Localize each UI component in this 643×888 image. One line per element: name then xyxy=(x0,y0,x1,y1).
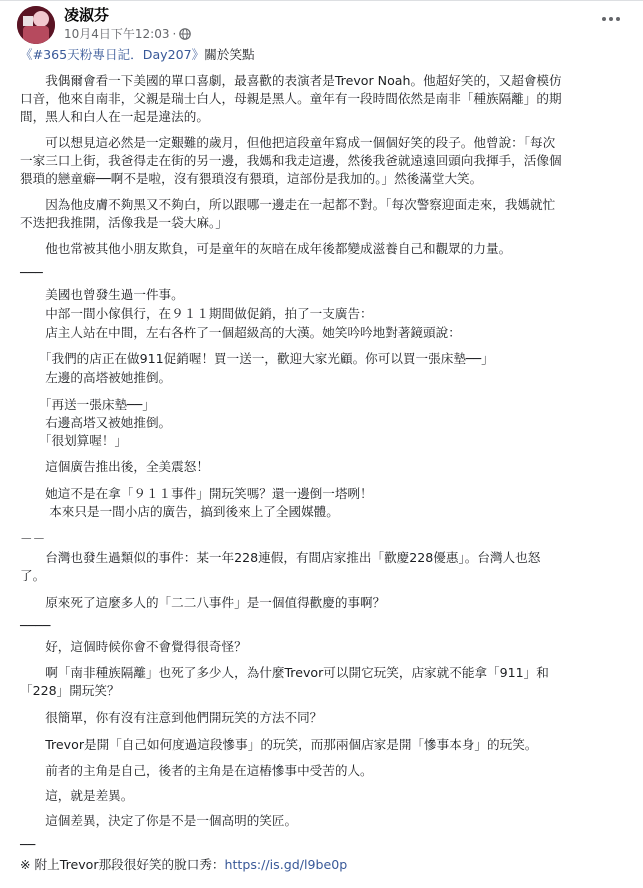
post-line: 我偶爾會看一下美國的單口喜劇，最喜歡的表演者是Trevor Noah。他超好笑的，又超會模仿 xyxy=(20,73,562,88)
post-line: 美國也曾發生過一件事。 xyxy=(20,287,184,302)
post-line: 猥瑣的戀童癖──啊不是啦，沒有猥瑣沒有猥瑣，這部份是我加的。」然後滿堂大笑。 xyxy=(20,171,483,186)
globe-icon[interactable] xyxy=(179,28,191,40)
post-line: 這，就是差異。 xyxy=(20,788,134,803)
post-line: 本來只是一間小店的廣告，搞到後來上了全國媒體。 xyxy=(20,504,339,519)
section-divider: －－ xyxy=(20,531,46,546)
post-line: 店主人站在中間，左右各杵了一個超級高的大漢。她笑吟吟地對著鏡頭說： xyxy=(20,325,461,340)
section-divider: ── xyxy=(20,837,36,852)
author-name[interactable]: 凌淑芬 xyxy=(64,6,110,24)
post-line: 中部一間小傢俱行，在９１１期間做促銷，拍了一支廣告： xyxy=(20,306,373,321)
post-line: 很簡單，你有沒有注意到他們開玩笑的方法不同？ xyxy=(20,710,323,725)
post-line: 這個廣告推出後，全美震怒！ xyxy=(20,459,209,474)
post-line: 左邊的高塔被她推倒。 xyxy=(20,370,172,385)
post-line: 可以想見這必然是一定艱難的歲月，但他把這段童年寫成一個個好笑的段子。他曾說：「每次 xyxy=(20,135,556,150)
section-divider: ──── xyxy=(20,618,51,633)
post-line: 台灣也發生過類似的事件：某一年228連假，有間店家推出「歡慶228優惠」。台灣人也怒 xyxy=(20,550,541,565)
meta-separator: · xyxy=(172,26,177,41)
post-line: 前者的主角是自己，後者的主角是在這樁慘事中受苦的人。 xyxy=(20,763,373,778)
post-meta xyxy=(64,25,191,42)
hashtag-link[interactable]: 《#365天粉專日記．Day207》 xyxy=(20,47,205,62)
post-line: 「很划算喔！」 xyxy=(20,433,128,448)
post-line: 「228」開玩笑？ xyxy=(20,683,120,698)
post-footer xyxy=(20,857,628,873)
post-line: 她這不是在拿「９１１事件」開玩笑嗎？還一邊倒一塔咧！ xyxy=(20,486,373,501)
footer-prefix: ※ 附上Trevor那段很好笑的脫口秀： xyxy=(20,857,225,872)
post-line: 口音，他來自南非，父親是瑞士白人，母親是黑人。童年有一段時間依然是南非「種族隔離」的期 xyxy=(20,91,562,106)
author-avatar[interactable] xyxy=(17,6,55,44)
post-line: 原來死了這麼多人的「二二八事件」是一個值得歡慶的事啊？ xyxy=(20,595,386,610)
post-line: 「我們的店正在做911促銷喔！買一送一，歡迎大家光顧。你可以買一張床墊──」 xyxy=(20,351,494,366)
post-line: Trevor是開「自己如何度過這段慘事」的玩笑，而那兩個店家是開「慘事本身」的玩笑。 xyxy=(20,737,538,752)
post-line: 間，黑人和白人在一起是違法的。 xyxy=(20,109,209,124)
section-divider: ─── xyxy=(20,265,43,280)
avatar-image xyxy=(17,6,55,44)
post-line: 好，這個時候你會不會覺得很奇怪？ xyxy=(20,639,247,654)
post-line: 這個差異，決定了你是不是一個高明的笑匠。 xyxy=(20,813,298,828)
post-line: 右邊高塔又被她推倒。 xyxy=(20,415,172,430)
more-horizontal-icon xyxy=(602,17,606,21)
post-timestamp[interactable]: 10月4日下午12:03 xyxy=(64,27,170,41)
post-hashtag-line xyxy=(20,47,628,63)
post-line: 啊「南非種族隔離」也死了多少人，為什麼Trevor可以開它玩笑，店家就不能拿「911」和 xyxy=(20,665,549,680)
post-line: 了。 xyxy=(20,568,46,583)
video-link[interactable]: https://is.gd/l9be0p xyxy=(224,857,348,872)
post-line: 「再送一張床墊──」 xyxy=(20,397,155,412)
post-line: 一家三口上街，我爸得走在街的另一邊，我媽和我走這邊，然後我爸就遠遠回頭向我揮手，活像個 xyxy=(20,153,562,168)
post-line: 不迭把我推開，活像我是一袋大麻。」 xyxy=(20,215,228,230)
post-header xyxy=(0,1,643,43)
post-line: 因為他皮膚不夠黑又不夠白，所以跟哪一邊走在一起都不對。「每次警察迎面走來，我媽就忙 xyxy=(20,197,556,212)
more-options-button[interactable] xyxy=(599,10,623,28)
hashtag-title: 關於笑點 xyxy=(204,47,255,62)
post-line: 他也常被其他小朋友欺負，可是童年的灰暗在成年後都變成滋養自己和觀眾的力量。 xyxy=(20,241,512,256)
